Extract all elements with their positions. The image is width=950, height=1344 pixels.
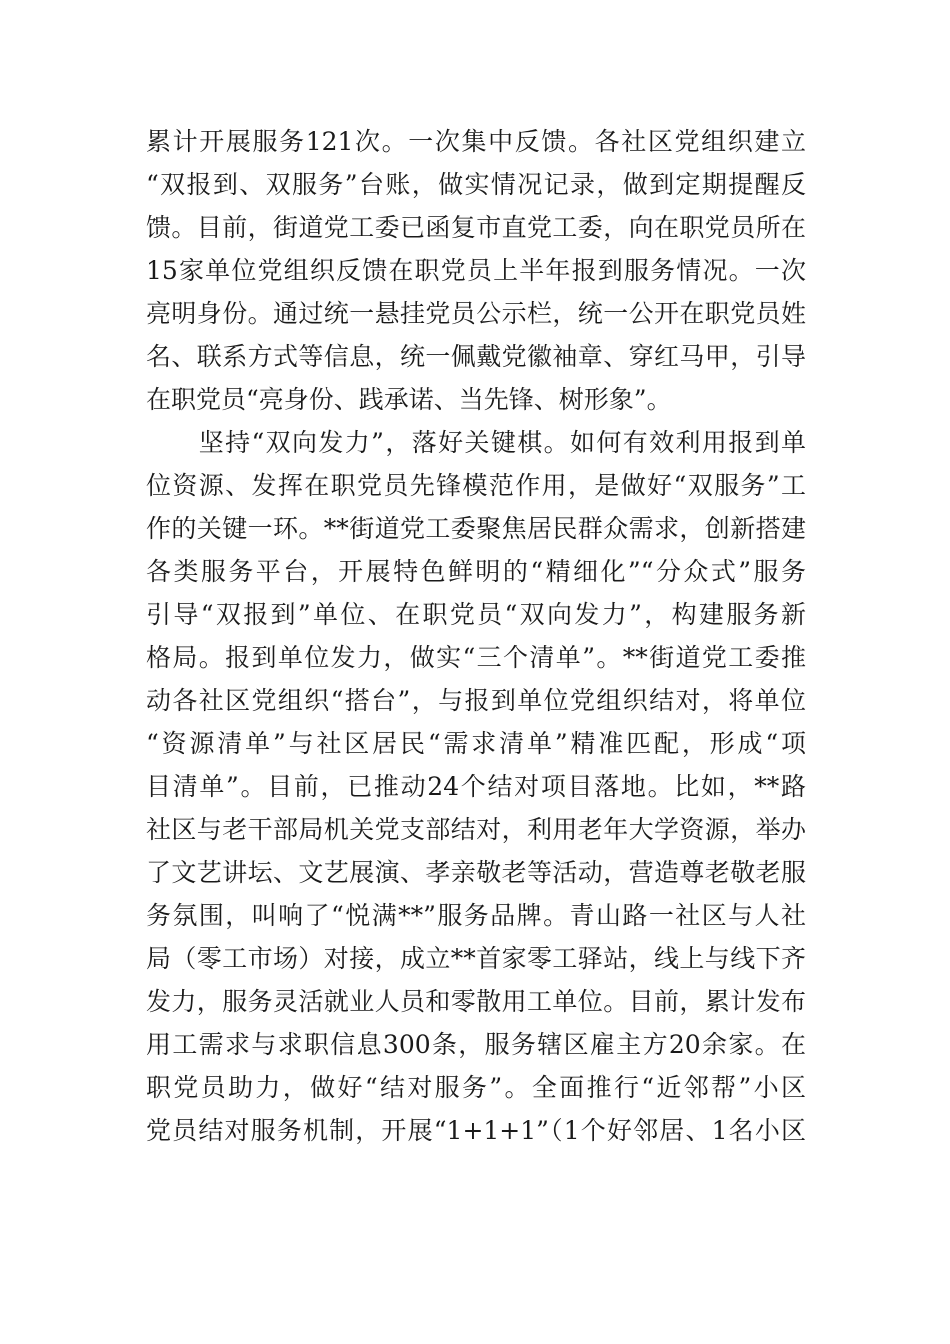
text-line: 名、联系方式等信息，统一佩戴党徽袖章、穿红马甲，引导 [146, 342, 806, 371]
text-line: 作的关键一环。**街道党工委聚焦居民群众需求，创新搭建 [146, 514, 806, 543]
text-line: 15家单位党组织反馈在职党员上半年报到服务情况。一次 [146, 256, 806, 285]
text-line: 亮明身份。通过统一悬挂党员公示栏，统一公开在职党员姓 [146, 299, 806, 328]
text-line: 坚持“双向发力”，落好关键棋。如何有效利用报到单 [146, 428, 806, 457]
text-line: 引导“双报到”单位、在职党员“双向发力”，构建服务新 [146, 600, 806, 629]
text-line: 务氛围，叫响了“悦满**”服务品牌。青山路一社区与人社 [146, 901, 806, 930]
text-line: “资源清单”与社区居民“需求清单”精准匹配，形成“项 [146, 729, 806, 758]
text-line: 累计开展服务121次。一次集中反馈。各社区党组织建立 [146, 127, 806, 156]
text-line: 动各社区党组织“搭台”，与报到单位党组织结对，将单位 [146, 686, 806, 715]
text-line: 党员结对服务机制，开展“1+1+1”（1个好邻居、1名小区 [146, 1116, 806, 1145]
text-line: 职党员助力，做好“结对服务”。全面推行“近邻帮”小区 [146, 1073, 806, 1102]
text-line: 社区与老干部局机关党支部结对，利用老年大学资源，举办 [146, 815, 806, 844]
text-line: 了文艺讲坛、文艺展演、孝亲敬老等活动，营造尊老敬老服 [146, 858, 806, 887]
text-line: 局（零工市场）对接，成立**首家零工驿站，线上与线下齐 [146, 944, 806, 973]
text-line: 馈。目前，街道党工委已函复市直党工委，向在职党员所在 [146, 213, 806, 242]
text-line: 位资源、发挥在职党员先锋模范作用，是做好“双服务”工 [146, 471, 806, 500]
text-line: 目清单”。目前，已推动24个结对项目落地。比如，**路 [146, 772, 806, 801]
text-line: “双报到、双服务”台账，做实情况记录，做到定期提醒反 [146, 170, 806, 199]
text-line: 各类服务平台，开展特色鲜明的“精细化”“分众式”服务 [146, 557, 806, 586]
text-line: 在职党员“亮身份、践承诺、当先锋、树形象”。 [146, 385, 672, 414]
body-text [146, 120, 806, 1152]
text-line: 格局。报到单位发力，做实“三个清单”。**街道党工委推 [146, 643, 806, 672]
text-line: 用工需求与求职信息300条，服务辖区雇主方20余家。在 [146, 1030, 806, 1059]
text-line: 发力，服务灵活就业人员和零散用工单位。目前，累计发布 [146, 987, 806, 1016]
